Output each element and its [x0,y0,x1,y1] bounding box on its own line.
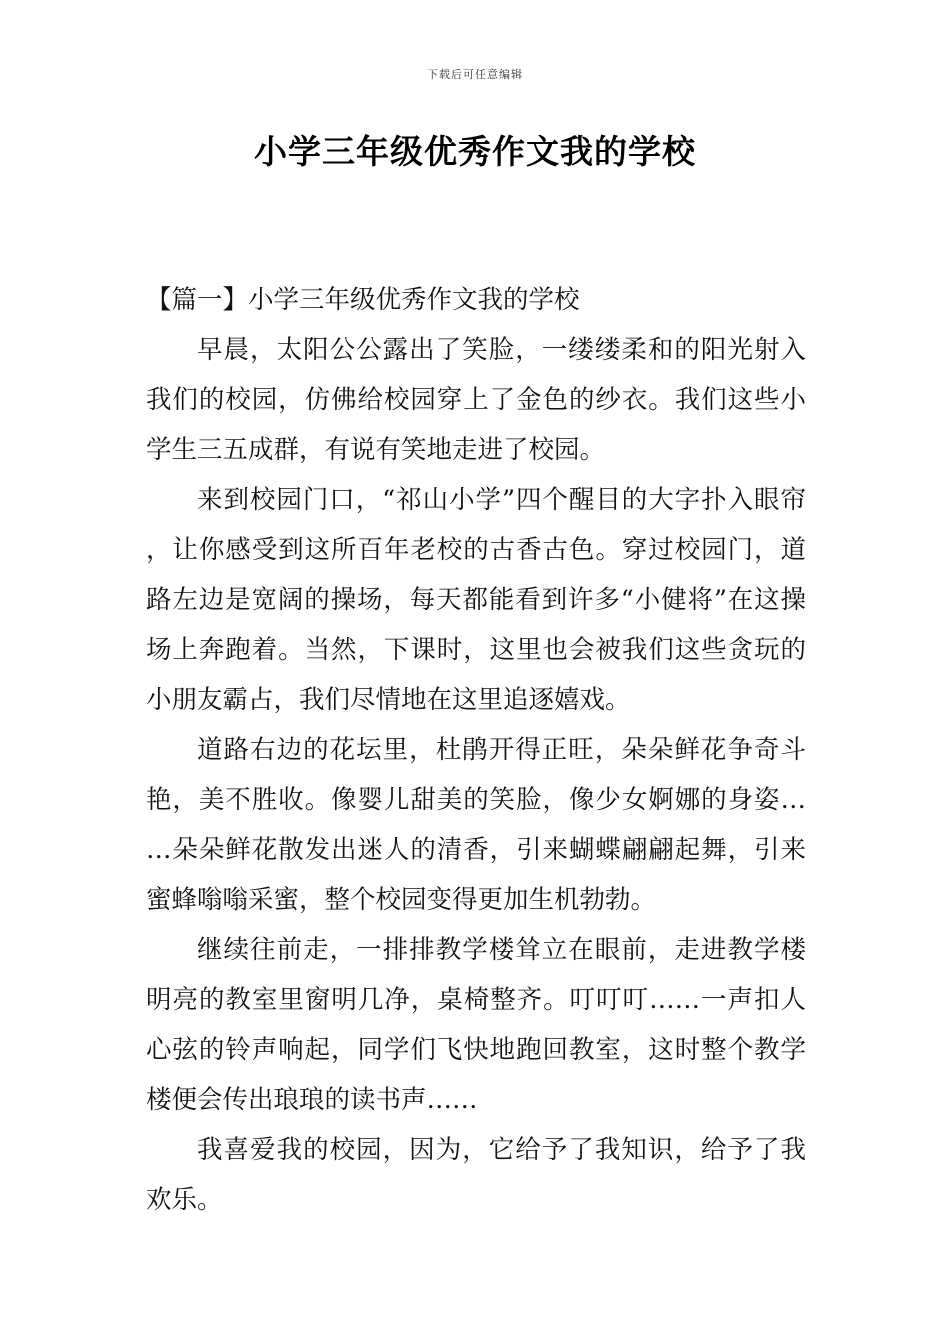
section-heading: 【篇一】小学三年级优秀作文我的学校 [146,285,580,315]
paragraph-1: 早晨，太阳公公露出了笑脸，一缕缕柔和的阳光射入我们的校园，仿佛给校园穿上了金色的纱衣。我们这些小学生三五成群，有说有笑地走进了校园。 [146,335,806,465]
paragraph-4: 继续往前走，一排排教学楼耸立在眼前，走进教学楼明亮的教室里窗明几净，桌椅整齐。叮叮叮……一声扣人心弦的铃声响起，同学们飞快地跑回教室，这时整个教学楼便会传出琅琅的读书声…… [146,935,806,1115]
document-body [146,275,806,1225]
paragraph-2: 来到校园门口，“祁山小学”四个醒目的大字扑入眼帘，让你感受到这所百年老校的古香古色。穿过校园门，道路左边是宽阔的操场，每天都能看到许多“小健将”在这操场上奔跑着。当然，下课时，这里也会被我们这些贪玩的小朋友霸占，我们尽情地在这里追逐嬉戏。 [146,485,806,715]
header-note: 下载后可任意编辑 [427,68,523,81]
document-title: 小学三年级优秀作文我的学校 [254,132,696,171]
paragraph-5: 我喜爱我的校园，因为，它给予了我知识，给予了我欢乐。 [146,1135,806,1215]
paragraph-3: 道路右边的花坛里，杜鹃开得正旺，朵朵鲜花争奇斗艳，美不胜收。像婴儿甜美的笑脸，像少女婀娜的身姿……朵朵鲜花散发出迷人的清香，引来蝴蝶翩翩起舞，引来蜜蜂嗡嗡采蜜，整个校园变得更加生机勃勃。 [146,735,806,915]
